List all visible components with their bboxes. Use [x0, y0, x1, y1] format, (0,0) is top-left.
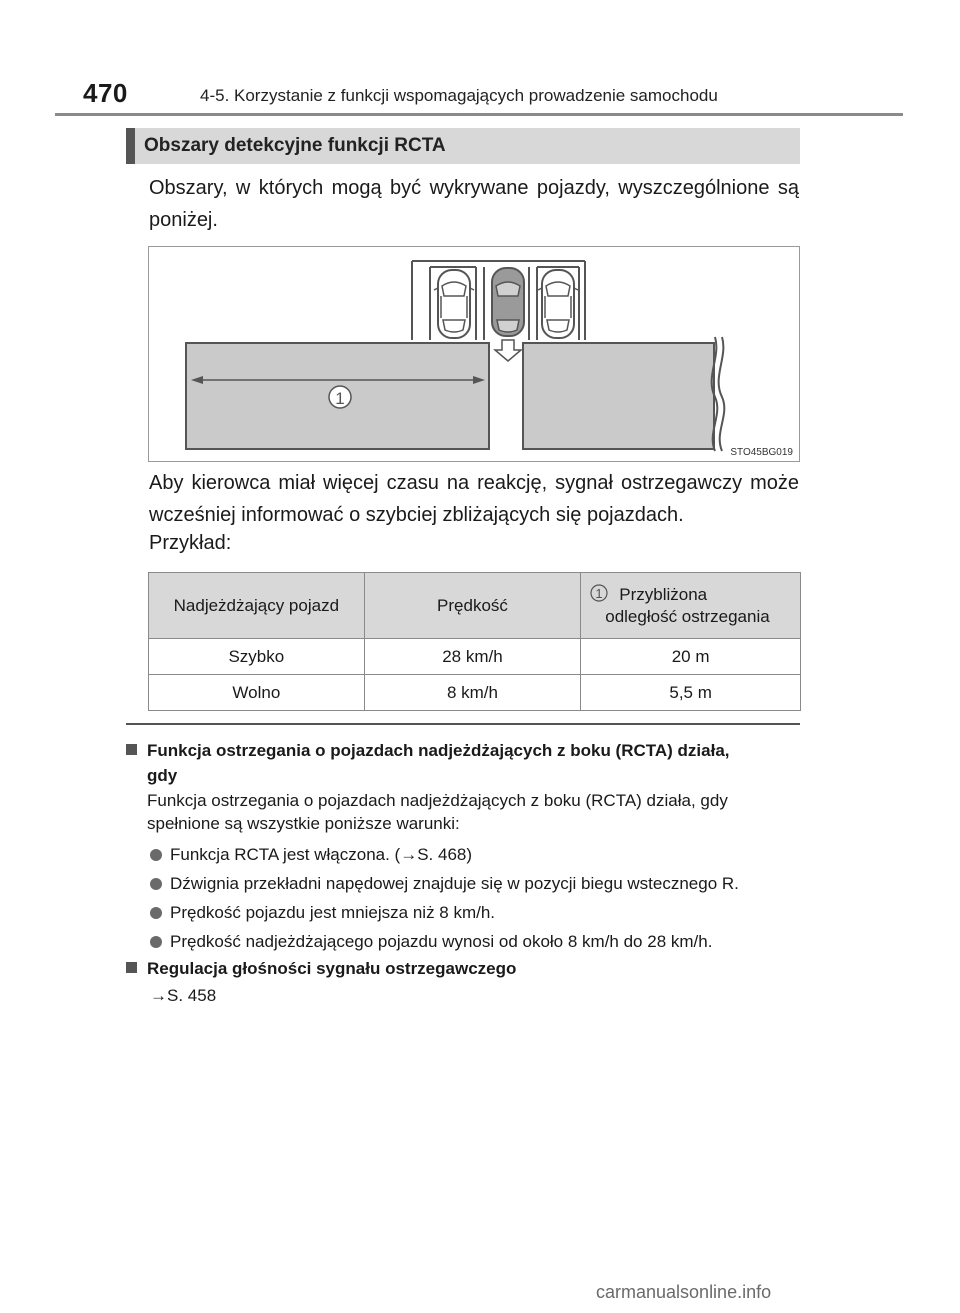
bullet-dot-icon [150, 878, 162, 890]
warning-distance-table [148, 572, 801, 711]
parked-car-right [538, 270, 578, 338]
square-bullet-icon [126, 962, 137, 973]
volume-heading: Regulacja głośności sygnału ostrzegawczego [126, 956, 802, 981]
table-header-row [149, 573, 801, 639]
header-rule [55, 113, 903, 116]
section-heading-bar [126, 128, 800, 164]
right-detection-zone [523, 343, 714, 449]
reversing-car [492, 268, 524, 336]
parked-car-left [434, 270, 474, 338]
section-marker [126, 128, 135, 164]
volume-reference: →S. 458 [150, 986, 217, 1005]
bullet-dot-icon [150, 907, 162, 919]
conditions-heading: Funkcja ostrzegania o pojazdach nadjeżdżających z boku (RCTA) działa, gdy [126, 738, 802, 788]
section-separator [126, 723, 800, 725]
svg-text:1: 1 [595, 586, 603, 601]
header-vehicle: Nadjeżdżający pojazd [149, 573, 365, 639]
figure-code: STO45BG019 [730, 447, 793, 458]
watermark: carmanualsonline.info [596, 1282, 772, 1302]
parking-diagram [149, 247, 801, 463]
condition-item: Funkcja RCTA jest włączona. (→S. 468) [150, 843, 472, 866]
running-header: 4-5. Korzystanie z funkcji wspomagających prowadzenie samochodu [200, 86, 718, 105]
square-bullet-icon [126, 744, 137, 755]
condition-item: Dźwignia przekładni napędowej znajduje się w pozycji biegu wstecznego R. [150, 872, 739, 895]
table-row: Szybko 28 km/h 20 m [149, 639, 801, 675]
condition-item: Prędkość pojazdu jest mniejsza niż 8 km/h. [150, 901, 495, 924]
header-speed: Prędkość [364, 573, 581, 639]
page-number: 470 [83, 78, 128, 108]
callout-circle-icon [590, 584, 608, 602]
example-label: Przykład: [149, 532, 232, 554]
intro-paragraph: Obszary, w których mogą być wykrywane pojazdy, wyszczególnione są poniżej. [149, 177, 799, 231]
table-row: Wolno 8 km/h 5,5 m [149, 675, 801, 711]
section-title: Obszary detekcyjne funkcji RCTA [144, 135, 446, 156]
callout-number: 1 [335, 389, 345, 408]
detection-area-figure [148, 246, 800, 462]
header-distance-line2: odległość ostrzegania [605, 606, 770, 626]
conditions-body: Funkcja ostrzegania o pojazdach nadjeżdżających z boku (RCTA) działa, gdy spełnione są wszystkie poniższe warunki: [147, 791, 728, 833]
reverse-arrow [495, 340, 521, 361]
explanation-paragraph: Aby kierowca miał więcej czasu na reakcję, sygnał ostrzegawczy może wcześniej informować o szybciej zbliżających się pojazdach. [149, 472, 799, 526]
bullet-dot-icon [150, 936, 162, 948]
bullet-dot-icon [150, 849, 162, 861]
header-distance-line1: Przybliżona [619, 584, 708, 604]
condition-item: Prędkość nadjeżdżającego pojazdu wynosi od około 8 km/h do 28 km/h. [150, 930, 712, 953]
header-distance [581, 573, 801, 639]
